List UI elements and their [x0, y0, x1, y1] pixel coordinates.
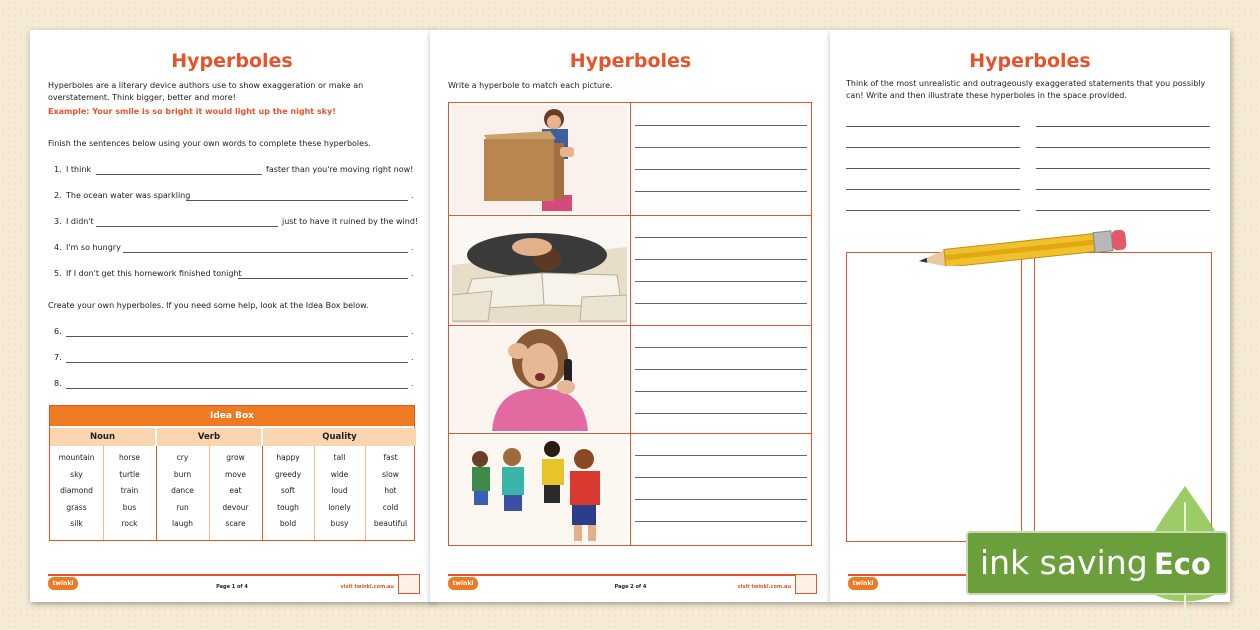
- word-column: [156, 450, 209, 533]
- word: slow: [382, 469, 399, 479]
- word: sky: [70, 469, 83, 479]
- word: loud: [331, 486, 348, 495]
- writing-line[interactable]: [1036, 168, 1210, 169]
- word: cold: [382, 502, 399, 512]
- divider: [449, 433, 811, 434]
- sentence-end: .: [411, 269, 414, 278]
- answer-line[interactable]: [238, 278, 408, 279]
- idea-header-verb: Verb: [157, 428, 261, 446]
- answer-line[interactable]: [123, 252, 408, 253]
- eco-badge: [966, 531, 1228, 595]
- word: hot: [384, 486, 397, 495]
- idea-header-quality: Quality: [263, 428, 416, 446]
- word: tall: [333, 453, 346, 462]
- sentence-number: 2.: [54, 191, 62, 200]
- own-number: 6.: [54, 327, 62, 336]
- worksheet-page-2: [430, 30, 831, 602]
- writing-line[interactable]: [635, 303, 807, 304]
- page-title: Hyperboles: [969, 50, 1091, 72]
- writing-line[interactable]: [1036, 126, 1210, 127]
- footer-rule: [448, 574, 813, 576]
- sentence-number: 1.: [54, 165, 62, 174]
- word-column: [314, 450, 365, 533]
- sentence-start: I think: [66, 165, 92, 174]
- word: mountain: [58, 453, 95, 462]
- page-title: Hyperboles: [171, 50, 293, 72]
- writing-line[interactable]: [635, 237, 807, 238]
- writing-line[interactable]: [635, 499, 807, 500]
- sentence-start: The ocean water was sparkling: [66, 191, 191, 200]
- quality-badge-icon: [398, 574, 420, 594]
- word: lonely: [328, 502, 351, 512]
- word: move: [225, 469, 246, 479]
- writing-line[interactable]: [635, 391, 807, 392]
- sentence-number: 5.: [54, 269, 62, 278]
- writing-line[interactable]: [1036, 210, 1210, 211]
- answer-line[interactable]: [96, 174, 262, 175]
- writing-line[interactable]: [635, 347, 807, 348]
- writing-line[interactable]: [635, 169, 807, 170]
- answer-line[interactable]: [66, 388, 408, 389]
- word: eat: [229, 486, 242, 495]
- eco-word: Eco: [1154, 547, 1211, 581]
- word: silk: [70, 519, 83, 528]
- word: grass: [66, 502, 87, 512]
- divider: [449, 325, 811, 326]
- word: diamond: [60, 486, 93, 495]
- site-link[interactable]: visit twinkl.com.au: [737, 584, 791, 590]
- student-asleep-on-books-picture: [452, 217, 627, 323]
- divider: [449, 215, 811, 216]
- writing-line[interactable]: [635, 477, 807, 478]
- word-column: [209, 450, 262, 533]
- twinkl-logo: twinkl: [448, 577, 478, 590]
- idea-header-noun: Noun: [50, 428, 155, 446]
- children-running-picture: [452, 435, 627, 543]
- twinkl-logo: twinkl: [848, 577, 878, 590]
- word: run: [176, 502, 189, 512]
- site-link[interactable]: visit twinkl.com.au: [340, 584, 394, 590]
- instruction-text: Think of the most unrealistic and outrageously exaggerated statements that you possibly can! Write and then illustrate these hyperboles in the space provided.: [846, 79, 1206, 100]
- word-column: [50, 450, 103, 533]
- page-number: Page 1 of 4: [216, 584, 248, 590]
- instruction-text: Write a hyperbole to match each picture.: [448, 81, 613, 90]
- girl-carrying-box-picture: [452, 105, 627, 213]
- own-number: 8.: [54, 379, 62, 388]
- idea-box-title: Idea Box: [50, 406, 414, 426]
- quality-badge-icon: [795, 574, 817, 594]
- line-end: .: [411, 353, 414, 362]
- word: beautiful: [373, 519, 408, 528]
- word: turtle: [119, 469, 140, 479]
- word: bold: [279, 519, 297, 528]
- answer-line[interactable]: [186, 200, 408, 201]
- own-number: 7.: [54, 353, 62, 362]
- sentence-end: just to have it ruined by the wind!: [282, 217, 419, 226]
- page-title: Hyperboles: [569, 50, 692, 72]
- word: bus: [122, 502, 137, 512]
- word: dance: [171, 486, 194, 495]
- word: soft: [281, 486, 295, 495]
- writing-line[interactable]: [846, 189, 1020, 190]
- writing-line[interactable]: [635, 125, 807, 126]
- sentence-start: If I don't get this homework finished tonight: [66, 269, 242, 278]
- word: cry: [176, 453, 189, 462]
- picture-grid: [448, 102, 812, 546]
- sentence-number: 3.: [54, 217, 62, 226]
- writing-line[interactable]: [635, 413, 807, 414]
- word: happy: [276, 453, 300, 462]
- divider: [630, 103, 631, 545]
- writing-line[interactable]: [846, 147, 1020, 148]
- writing-line[interactable]: [1036, 189, 1210, 190]
- example-text: Example: Your smile is so bright it would light up the night sky!: [48, 107, 336, 116]
- word: train: [120, 486, 139, 495]
- sentence-number: 4.: [54, 243, 62, 252]
- writing-line[interactable]: [635, 281, 807, 282]
- sentence-end: faster than you're moving right now!: [266, 165, 414, 174]
- twinkl-logo: twinkl: [48, 577, 78, 590]
- footer-rule: [48, 574, 416, 576]
- writing-line[interactable]: [846, 210, 1020, 211]
- page-number: Page 2 of 4: [614, 584, 647, 590]
- word: greedy: [274, 469, 302, 479]
- answer-line[interactable]: [66, 336, 408, 337]
- stressed-woman-on-phone-picture: [452, 327, 627, 431]
- pencil-icon: [914, 226, 1134, 266]
- sentence-end: .: [411, 191, 414, 200]
- word: devour: [222, 502, 249, 512]
- sentence-start: I didn't: [66, 217, 94, 226]
- writing-line[interactable]: [846, 168, 1020, 169]
- word-column: [262, 450, 314, 533]
- sentence-end: .: [411, 243, 414, 252]
- idea-box: [49, 405, 415, 541]
- word: rock: [121, 519, 138, 528]
- writing-line[interactable]: [635, 259, 807, 260]
- word: busy: [330, 519, 349, 528]
- word-column: [365, 450, 416, 533]
- word: tough: [277, 502, 299, 512]
- writing-line[interactable]: [846, 126, 1020, 127]
- sentence-start: I'm so hungry: [66, 243, 121, 252]
- writing-line[interactable]: [635, 147, 807, 148]
- word: wide: [330, 469, 349, 479]
- writing-line[interactable]: [635, 455, 807, 456]
- writing-line[interactable]: [635, 369, 807, 370]
- word: burn: [173, 469, 192, 479]
- word: scare: [225, 519, 246, 528]
- word: fast: [383, 453, 398, 462]
- word-column: [103, 450, 156, 533]
- line-end: .: [411, 327, 414, 336]
- eco-label: ink saving: [980, 543, 1148, 582]
- writing-line[interactable]: [635, 191, 807, 192]
- instruction-text: Finish the sentences below using your own words to complete these hyperboles.: [48, 139, 371, 148]
- answer-line[interactable]: [66, 362, 408, 363]
- line-end: .: [411, 379, 414, 388]
- writing-line[interactable]: [635, 521, 807, 522]
- worksheet-page-1: [30, 30, 434, 602]
- word: horse: [119, 453, 140, 462]
- instruction-text: Create your own hyperboles. If you need some help, look at the Idea Box below.: [48, 301, 369, 310]
- illustration-box[interactable]: [846, 252, 1022, 542]
- answer-line[interactable]: [96, 226, 278, 227]
- word: grow: [226, 453, 245, 462]
- writing-line[interactable]: [1036, 147, 1210, 148]
- word: laugh: [172, 519, 193, 528]
- intro-text: Hyperboles are a literary device authors use to show exaggeration or make an overstatement. Think bigger, better and more!: [48, 81, 364, 102]
